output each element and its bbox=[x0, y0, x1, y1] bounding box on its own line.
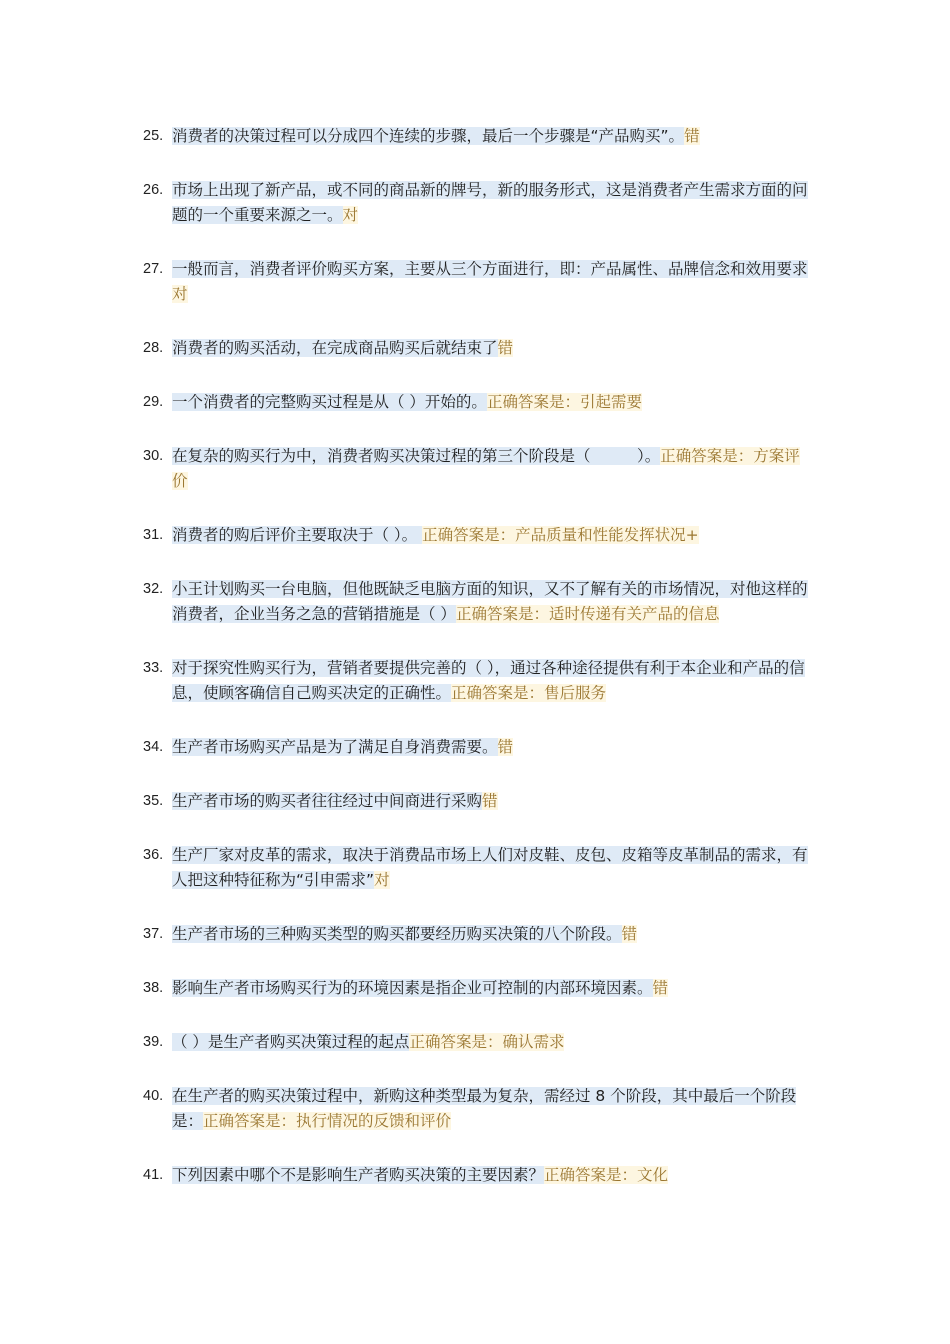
answer-text: 正确答案是：文化 bbox=[544, 1166, 669, 1184]
question-text: 生产者市场的购买者往往经过中间商进行采购 bbox=[172, 792, 483, 810]
question-text: 消费者的购买活动，在完成商品购买后就结束了 bbox=[172, 339, 498, 357]
answer-text: 正确答案是：适时传递有关产品的信息 bbox=[455, 605, 720, 623]
answer-text: 正确答案是：执行情况的反馈和评价 bbox=[203, 1112, 452, 1130]
answer-text: 正确答案是：产品质量和性能发挥状况+ bbox=[422, 526, 699, 544]
answer-text: 正确答案是：方案评价 bbox=[172, 447, 800, 490]
answer-text: 错 bbox=[497, 339, 514, 357]
question-text: 消费者的购后评价主要取决于（ ）。 bbox=[172, 526, 423, 544]
question-text: 在生产者的购买决策过程中，新购这种类型最为复杂，需经过 8 个阶段，其中最后一个阶段是： bbox=[172, 1087, 797, 1130]
question-text: 一个消费者的完整购买过程是从（ ）开始的。 bbox=[172, 393, 487, 411]
question-list bbox=[0, 124, 950, 1217]
question-number: 25. bbox=[143, 128, 164, 144]
question-text: 影响生产者市场购买行为的环境因素是指企业可控制的内部环境因素。 bbox=[172, 979, 653, 997]
question-text: 市场上出现了新产品，或不同的商品新的牌号，新的服务形式，这是消费者产生需求方面的问题的一个重要来源之一。 bbox=[172, 181, 808, 224]
question-number: 29. bbox=[143, 394, 164, 410]
answer-text: 正确答案是：确认需求 bbox=[409, 1033, 565, 1051]
question-number: 41. bbox=[143, 1167, 164, 1183]
question-text: 下列因素中哪个不是影响生产者购买决策的主要因素？ bbox=[172, 1166, 545, 1184]
answer-text: 错 bbox=[482, 792, 498, 810]
question-text: 对于探究性购买行为，营销者要提供完善的（ ），通过各种途径提供有利于本企业和产品的信息，使顾客确信自己购买决定的正确性。 bbox=[172, 659, 805, 702]
list-item bbox=[0, 336, 812, 361]
list-item bbox=[0, 178, 812, 228]
question-text: 生产厂家对皮革的需求，取决于消费品市场上人们对皮鞋、皮包、皮箱等皮革制品的需求，有人把这种特征称为“引申需求” bbox=[172, 846, 808, 889]
answer-text: 错 bbox=[621, 925, 638, 943]
list-item bbox=[0, 735, 812, 760]
list-item bbox=[0, 124, 812, 149]
question-number: 26. bbox=[143, 182, 164, 198]
answer-text: 对 bbox=[374, 871, 390, 889]
list-item bbox=[0, 789, 812, 814]
answer-text: 错 bbox=[652, 979, 669, 997]
question-number: 30. bbox=[143, 448, 164, 464]
answer-text: 对 bbox=[172, 285, 188, 303]
answer-text: 正确答案是：售后服务 bbox=[451, 684, 607, 702]
question-text: 消费者的决策过程可以分成四个连续的步骤，最后一个步骤是“产品购买”。 bbox=[172, 127, 685, 145]
question-text: 在复杂的购买行为中，消费者购买决策过程的第三个阶段是（ ）。 bbox=[172, 447, 661, 465]
answer-text: 错 bbox=[497, 738, 514, 756]
list-item bbox=[0, 257, 812, 307]
list-item bbox=[0, 1163, 812, 1188]
answer-text: 错 bbox=[684, 127, 700, 145]
question-number: 27. bbox=[143, 261, 164, 277]
question-number: 39. bbox=[143, 1034, 164, 1050]
list-item bbox=[0, 577, 812, 627]
list-item bbox=[0, 922, 812, 947]
list-item bbox=[0, 1084, 812, 1134]
answer-text: 对 bbox=[342, 206, 359, 224]
question-number: 34. bbox=[143, 739, 164, 755]
question-text: 一般而言，消费者评价购买方案，主要从三个方面进行，即：产品属性、品牌信念和效用要求 bbox=[172, 260, 808, 278]
question-text: 生产者市场的三种购买类型的购买都要经历购买决策的八个阶段。 bbox=[172, 925, 622, 943]
question-number: 37. bbox=[143, 926, 164, 942]
question-text: 小王计划购买一台电脑，但他既缺乏电脑方面的知识，又不了解有关的市场情况，对他这样的消费者，企业当务之急的营销措施是（ ） bbox=[172, 580, 808, 623]
question-number: 31. bbox=[143, 527, 164, 543]
answer-text: 正确答案是：引起需要 bbox=[486, 393, 642, 411]
list-item bbox=[0, 656, 812, 706]
question-number: 36. bbox=[143, 847, 164, 863]
question-number: 28. bbox=[143, 340, 164, 356]
question-number: 33. bbox=[143, 660, 164, 676]
question-text: 生产者市场购买产品是为了满足自身消费需要。 bbox=[172, 738, 498, 756]
question-number: 35. bbox=[143, 793, 164, 809]
list-item bbox=[0, 444, 812, 494]
list-item bbox=[0, 1030, 812, 1055]
list-item bbox=[0, 976, 812, 1001]
list-item bbox=[0, 390, 812, 415]
question-number: 38. bbox=[143, 980, 164, 996]
question-number: 32. bbox=[143, 581, 164, 597]
list-item bbox=[0, 843, 812, 893]
question-number: 40. bbox=[143, 1088, 164, 1104]
question-text: （ ）是生产者购买决策过程的起点 bbox=[172, 1033, 410, 1051]
list-item bbox=[0, 523, 812, 548]
